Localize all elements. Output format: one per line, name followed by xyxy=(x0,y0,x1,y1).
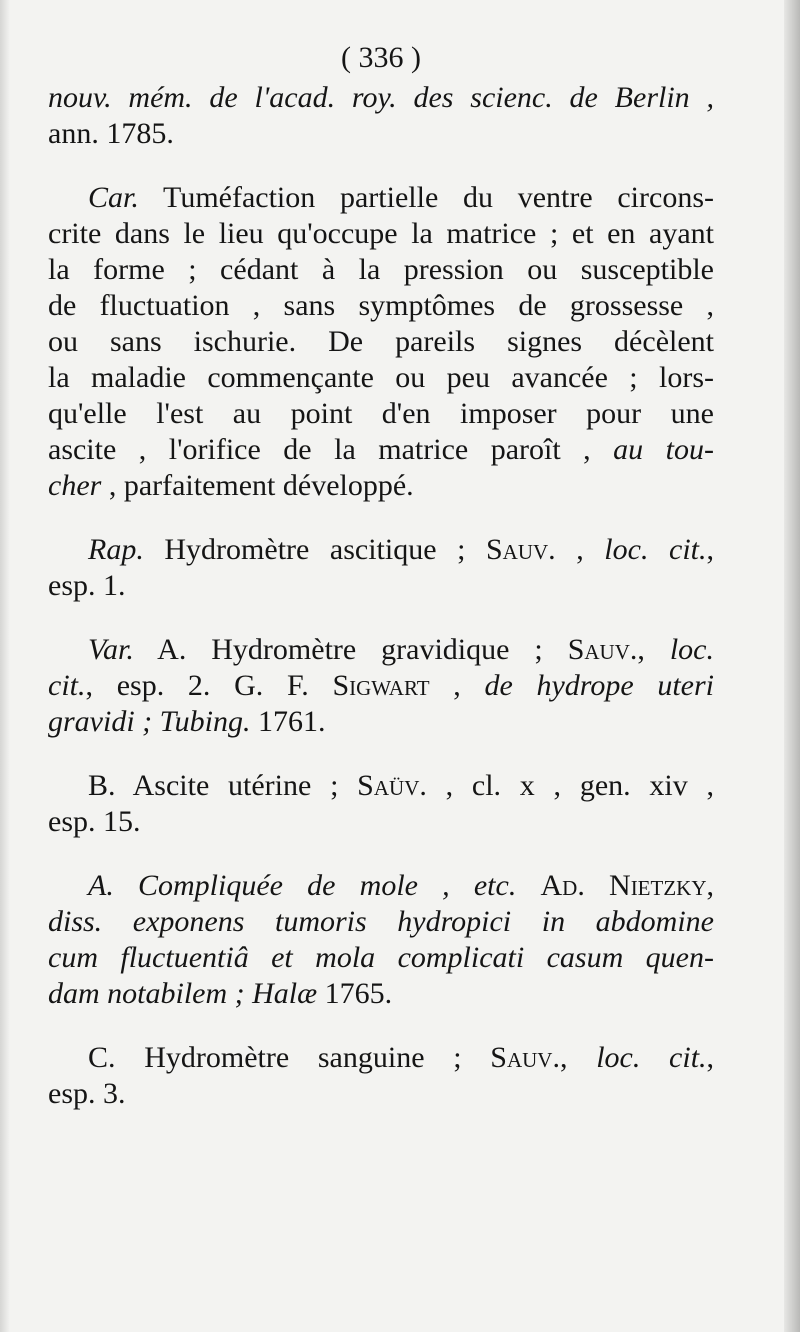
rap-line-1: Rap. Hydromètre ascitique ; Sauv. , loc. cit., xyxy=(88,533,714,566)
car-line-8: ascite , l'orifice de la matrice paroît , au tou- xyxy=(48,433,714,466)
reference-year: ann. 1785. xyxy=(48,117,174,150)
b-line-1: B. Ascite utérine ; Saüv. , cl. x , gen. xiv , xyxy=(88,769,714,802)
var-line-1: Var. A. Hydromètre gravidique ; Sauv., loc. xyxy=(88,633,714,666)
car-line-3: la forme ; cédant à la pression ou susceptible xyxy=(48,253,714,286)
rap-line-2: esp. 1. xyxy=(48,569,126,602)
page-edge-left xyxy=(0,0,10,1332)
car-line-2: crite dans le lieu qu'occupe la matrice ; et en ayant xyxy=(48,217,714,250)
car-line-6: la maladie commençante ou peu avancée ; lors- xyxy=(48,361,714,394)
page-number: ( 336 ) xyxy=(341,41,421,74)
var-line-2: cit., esp. 2. G. F. Sigwart , de hydrope uteri xyxy=(48,669,715,702)
var-label: Var. xyxy=(88,633,134,666)
car-line-9: cher , parfaitement développé. xyxy=(48,469,414,502)
var-line-3: gravidi ; Tubing. 1761. xyxy=(48,705,326,738)
car-line-7: qu'elle l'est au point d'en imposer pour une xyxy=(48,397,714,430)
c-line-2: esp. 3. xyxy=(48,1077,126,1110)
page-text xyxy=(48,40,714,1112)
car-line-1: Car. Tuméfaction partielle du ventre circons- xyxy=(88,181,714,214)
a-line-1: A. Compliquée de mole , etc. Ad. Nietzky, xyxy=(88,869,715,902)
a-line-3: cum fluctuentiâ et mola complicati casum quen- xyxy=(48,941,714,974)
a-line-4: dam notabilem ; Halæ 1765. xyxy=(48,977,393,1010)
b-line-2: esp. 15. xyxy=(48,805,141,838)
car-line-5: ou sans ischurie. De pareils signes décèlent xyxy=(48,325,714,358)
car-line-4: de fluctuation , sans symptômes de grossesse , xyxy=(48,289,714,322)
reference-line: nouv. mém. de l'acad. roy. des scienc. de Berlin , xyxy=(48,81,714,114)
a-line-2: diss. exponens tumoris hydropici in abdomine xyxy=(48,905,714,938)
rap-label: Rap. xyxy=(88,533,144,566)
c-line-1: C. Hydromètre sanguine ; Sauv., loc. cit., xyxy=(88,1041,715,1074)
car-label: Car. xyxy=(88,181,139,214)
page-edge-right xyxy=(784,0,800,1332)
